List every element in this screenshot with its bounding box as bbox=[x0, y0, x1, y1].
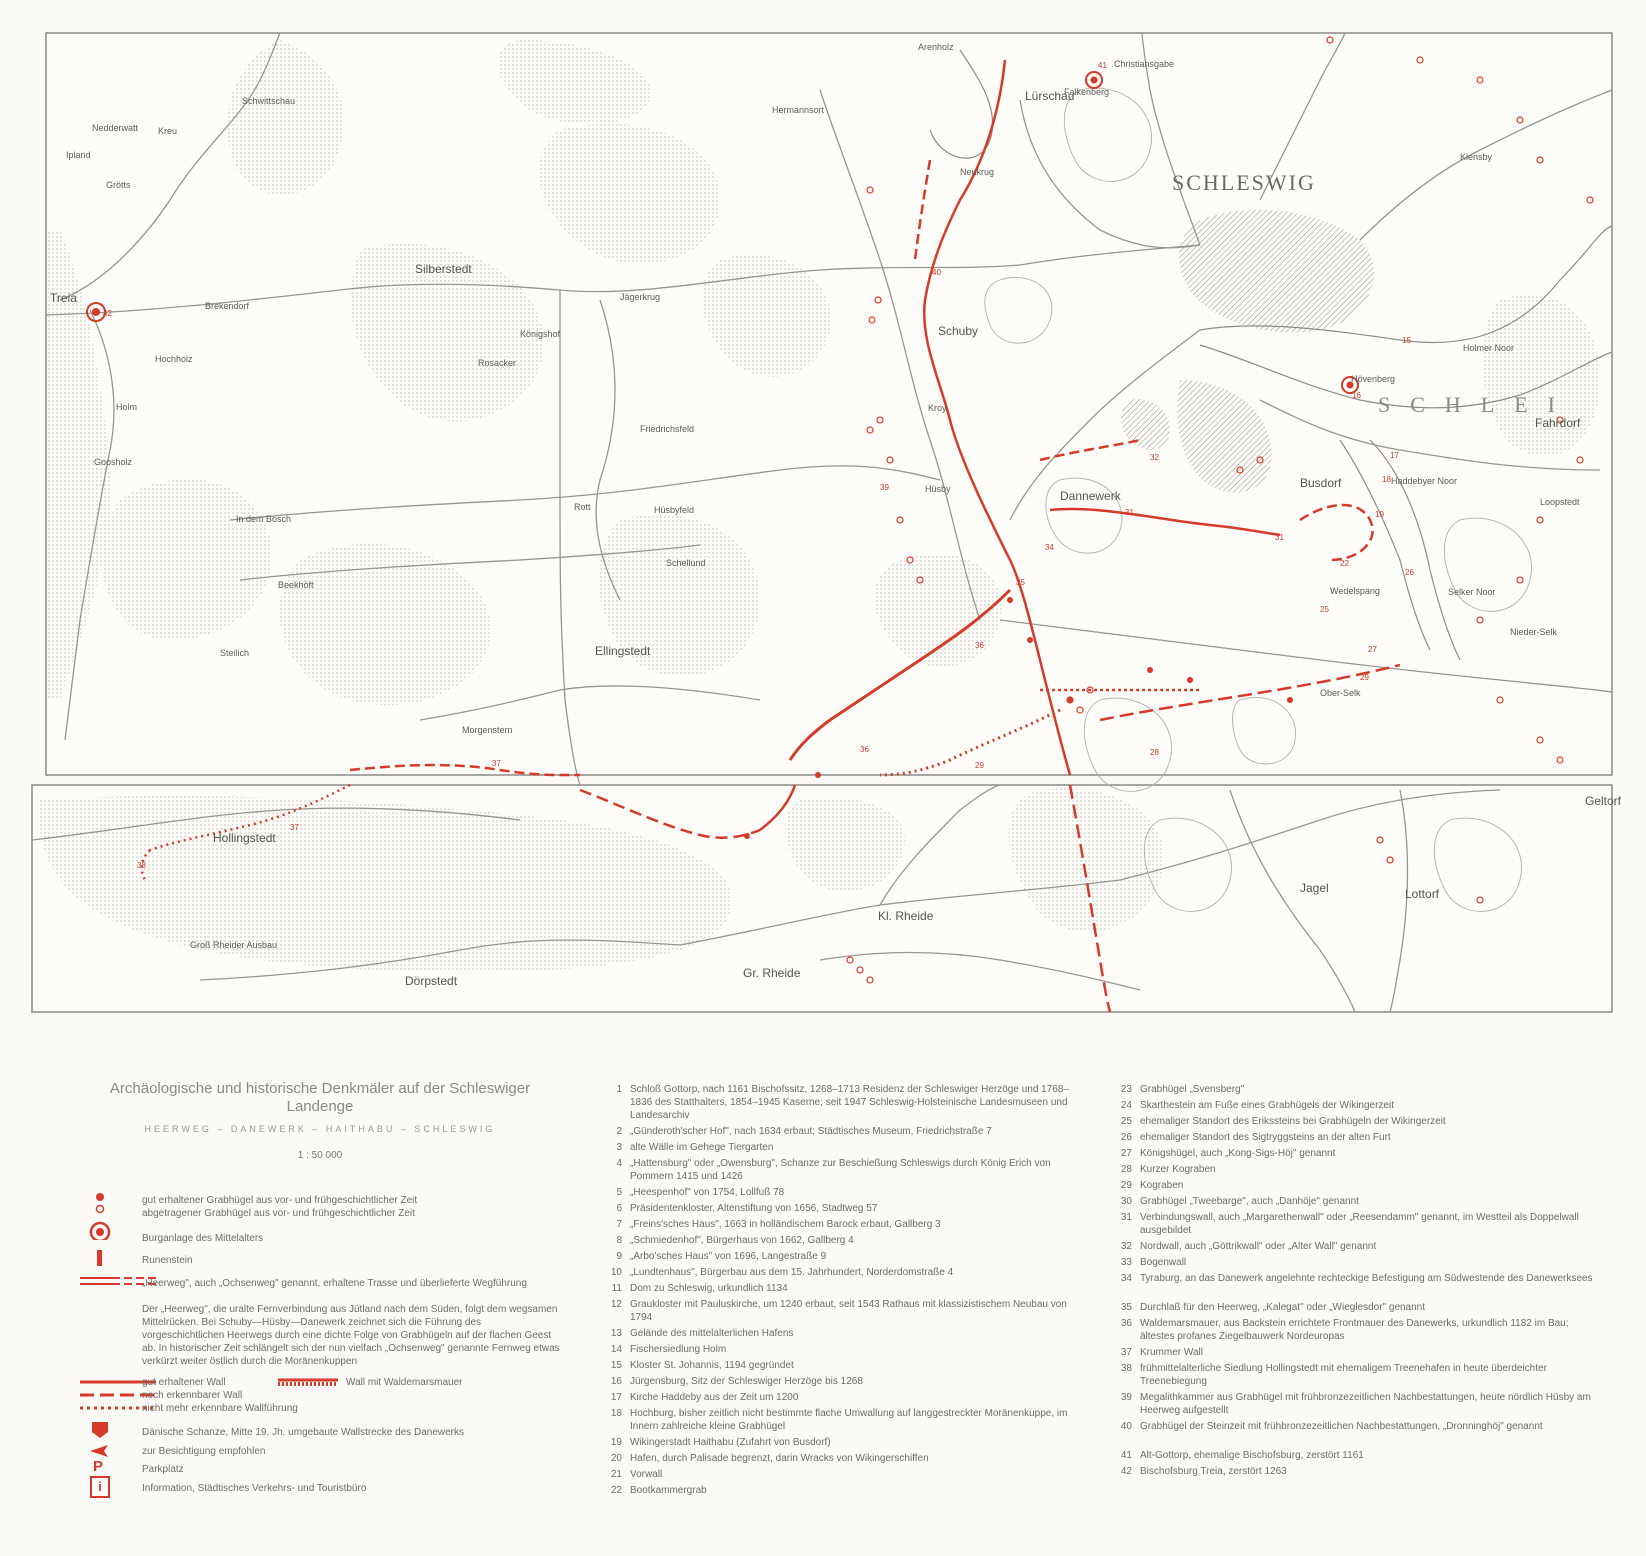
monument-description: „Arbo'sches Haus" von 1696, Langestraße 9 bbox=[630, 1251, 827, 1262]
monument-description: Verbindungswall, auch „Margarethenwall" oder „Reesendamm" genannt, im Westteil als Doppelwall ausgebildet bbox=[1140, 1212, 1579, 1236]
small-place-label: In dem Bosch bbox=[236, 514, 292, 524]
small-place-label: Goosholz bbox=[94, 457, 133, 467]
place-ellingstedt: Ellingstedt bbox=[595, 644, 651, 658]
monument-number: 31 bbox=[1120, 1212, 1132, 1223]
small-place-label: Christiansgabe bbox=[1114, 59, 1175, 69]
svg-text:16: 16 bbox=[1352, 391, 1361, 400]
place-fahrdorf: Fahrdorf bbox=[1535, 416, 1581, 430]
small-place-label: Kreu bbox=[158, 126, 178, 136]
monument-number: 10 bbox=[610, 1267, 622, 1278]
legend-symbols bbox=[80, 1190, 580, 1520]
monument-description: Wikingerstadt Haithabu (Zufahrt von Busdorf) bbox=[630, 1437, 831, 1448]
monument-number: 36 bbox=[1120, 1318, 1132, 1329]
svg-text:35: 35 bbox=[1016, 578, 1025, 587]
place-kl-rheide: Kl. Rheide bbox=[878, 909, 934, 923]
legend-title: Archäologische und historische Denkmäler auf der Schleswiger Landenge bbox=[109, 1080, 531, 1115]
svg-text:39: 39 bbox=[880, 483, 889, 492]
place-wedelspang: Wedelspang bbox=[1330, 586, 1380, 596]
monument-number: 3 bbox=[616, 1142, 622, 1153]
small-place-label: Hüsbyfeld bbox=[654, 505, 695, 515]
monument-description: „Günderoth'scher Hof", nach 1634 erbaut; Städtisches Museum, Friedrichstraße 7 bbox=[630, 1126, 992, 1137]
svg-text:31: 31 bbox=[1275, 533, 1284, 542]
monument-number: 14 bbox=[610, 1344, 622, 1355]
monument-description: „Freins'sches Haus", 1663 in holländischem Barock erbaut, Gallberg 3 bbox=[630, 1219, 941, 1230]
svg-text:32: 32 bbox=[1150, 453, 1159, 462]
small-place-label: Grötts bbox=[106, 180, 131, 190]
small-place-label: Groß Rheider Ausbau bbox=[190, 940, 278, 950]
small-place-label: Hochholz bbox=[155, 354, 193, 364]
svg-text:27: 27 bbox=[1368, 645, 1377, 654]
monument-description: Gelände des mittelalterlichen Hafens bbox=[630, 1328, 794, 1339]
svg-text:17: 17 bbox=[1390, 451, 1399, 460]
parking-symbol: P bbox=[93, 1458, 104, 1475]
monument-description: Grabhügel der Steinzeit mit frühbronzezeitlichen Nachbestattungen, „Dronninghöj" genannt bbox=[1140, 1421, 1543, 1432]
monument-number: 2 bbox=[616, 1126, 622, 1137]
monument-number: 5 bbox=[616, 1187, 622, 1198]
monument-description: Alt-Gottorp, ehemalige Bischofsburg, zerstört 1161 bbox=[1140, 1450, 1364, 1461]
legend-wall-kept: gut erhaltener Wall bbox=[142, 1377, 226, 1388]
svg-text:37: 37 bbox=[290, 823, 299, 832]
small-place-label: Nedderwatt bbox=[92, 123, 139, 133]
monument-description: Jürgensburg, Sitz der Schleswiger Herzöge bis 1268 bbox=[630, 1376, 863, 1387]
svg-text:37: 37 bbox=[492, 759, 501, 768]
monument-description: Krummer Wall bbox=[1140, 1347, 1203, 1358]
place-busdorf: Busdorf bbox=[1300, 476, 1342, 490]
monument-description: Durchlaß für den Heerweg, „Kalegat" oder „Wieglesdor" genannt bbox=[1140, 1302, 1426, 1313]
svg-text:15: 15 bbox=[1402, 336, 1411, 345]
place-hollingstedt: Hollingstedt bbox=[213, 831, 276, 845]
svg-text:38: 38 bbox=[137, 861, 146, 870]
legend-scale: 1 : 50 000 bbox=[297, 1150, 343, 1161]
small-place-label: Brekendorf bbox=[205, 301, 250, 311]
monument-description: Megalithkammer aus Grabhügel mit frühbronzezeitlichen Nachbestattungen, heute nördlich Hüsby am Heerweg aufgestellt bbox=[1140, 1392, 1591, 1416]
place-huesby: Hüsby bbox=[925, 484, 951, 494]
monument-description: Waldemarsmauer, aus Backstein errichtete Frontmauer des Danewerks, urkundlich 1182 im Bau; ältestes profanes Ziegelbauwerk Nordeuropas bbox=[1140, 1318, 1569, 1342]
monument-number: 9 bbox=[616, 1251, 622, 1262]
place-luerschau: Lürschau bbox=[1025, 89, 1075, 103]
small-place-label: Schellund bbox=[666, 558, 706, 568]
small-place-label: Ipland bbox=[66, 150, 91, 160]
monument-number: 23 bbox=[1120, 1084, 1132, 1095]
monument-number: 18 bbox=[610, 1408, 622, 1419]
svg-text:25: 25 bbox=[1320, 605, 1329, 614]
legend-wall-visible: noch erkennbarer Wall bbox=[142, 1390, 243, 1401]
monument-description: Fischersiedlung Holm bbox=[630, 1344, 727, 1355]
svg-text:41: 41 bbox=[1098, 61, 1107, 70]
info-letter: i bbox=[98, 1479, 102, 1494]
monument-description: Graukloster mit Pauluskirche, um 1240 erbaut, seit 1543 Rathaus mit klassizistischem Neubau von 1794 bbox=[630, 1299, 1067, 1323]
monument-number: 15 bbox=[610, 1360, 622, 1371]
monument-number: 11 bbox=[611, 1283, 622, 1294]
svg-text:28: 28 bbox=[1150, 748, 1159, 757]
monument-list-2 bbox=[1110, 1083, 1600, 1513]
legend-subtitle: HEERWEG – DANEWERK – HAITHABU – SCHLESWIG bbox=[144, 1124, 496, 1134]
monument-number: 37 bbox=[1120, 1347, 1132, 1358]
monument-description: Vorwall bbox=[630, 1469, 663, 1480]
place-loopstedt: Loopstedt bbox=[1540, 497, 1580, 507]
monument-number: 24 bbox=[1120, 1100, 1132, 1111]
monument-number: 33 bbox=[1120, 1257, 1132, 1268]
monument-description: „Lundtenhaus", Bürgerbau aus dem 15. Jahrhundert, Norderdomstraße 4 bbox=[630, 1267, 954, 1278]
svg-text:29: 29 bbox=[975, 761, 984, 770]
small-place-label: Hermannsort bbox=[772, 105, 825, 115]
monument-description: Königshügel, auch „Kong-Sigs-Höj" genannt bbox=[1140, 1148, 1336, 1159]
monument-number: 1 bbox=[616, 1084, 622, 1095]
svg-text:36: 36 bbox=[975, 641, 984, 650]
legend-info: Information, Städtisches Verkehrs- und Touristbüro bbox=[142, 1483, 367, 1494]
small-place-label: Hövenberg bbox=[1351, 374, 1396, 384]
place-arenholz: Arenholz bbox=[918, 42, 954, 52]
place-schleswig: SCHLESWIG bbox=[1172, 170, 1316, 195]
legend-wall-lost: nicht mehr erkennbare Wallführung bbox=[142, 1403, 298, 1414]
monument-number: 32 bbox=[1120, 1241, 1132, 1252]
legend-heerweg: „Heerweg", auch „Ochsenweg" genannt, erhaltene Trasse und überlieferte Wegführung bbox=[142, 1278, 527, 1289]
small-place-label: Jägerkrug bbox=[620, 292, 661, 302]
monument-number: 19 bbox=[610, 1437, 622, 1448]
legend-grave-kept: gut erhaltener Grabhügel aus vor- und frühgeschichtlicher Zeit bbox=[142, 1195, 418, 1206]
monument-number: 29 bbox=[1120, 1180, 1132, 1191]
small-place-label: Schwittschau bbox=[242, 96, 296, 106]
small-place-label: Rosacker bbox=[478, 358, 517, 368]
monument-description: frühmittelalterliche Siedlung Hollingstedt mit ehemaligem Treenehafen in heute überdeichter Treenebiegung bbox=[1140, 1363, 1547, 1387]
monument-number: 28 bbox=[1120, 1164, 1132, 1175]
svg-text:42: 42 bbox=[103, 309, 112, 318]
legend-recommended: zur Besichtigung empfohlen bbox=[142, 1446, 266, 1457]
small-place-label: Falkenberg bbox=[1064, 87, 1110, 97]
monument-description: Hochburg, bisher zeitlich nicht bestimmte flache Umwallung auf langgestreckter Moränenkuppe, im Innern zahlreiche kleine Grabhügel bbox=[630, 1408, 1068, 1432]
small-place-label: Nieder-Selk bbox=[1510, 627, 1558, 637]
monument-description: „Schmiedenhof", Bürgerhaus von 1662, Gallberg 4 bbox=[630, 1235, 854, 1246]
monument-description: Kurzer Kograben bbox=[1140, 1164, 1216, 1175]
place-jagel: Jagel bbox=[1300, 881, 1329, 895]
monument-number: 4 bbox=[616, 1158, 622, 1169]
monument-number: 17 bbox=[610, 1392, 622, 1403]
place-treia: Treia bbox=[50, 291, 77, 305]
monument-description: Bootkammergrab bbox=[630, 1485, 707, 1496]
svg-text:22: 22 bbox=[1340, 559, 1349, 568]
monument-number: 7 bbox=[616, 1219, 622, 1230]
svg-text:18: 18 bbox=[1382, 475, 1391, 484]
monument-number: 13 bbox=[610, 1328, 622, 1339]
water-schlei: SCHLEI bbox=[1378, 392, 1575, 417]
svg-text:40: 40 bbox=[932, 268, 941, 277]
monument-description: Kograben bbox=[1140, 1180, 1184, 1191]
small-place-label: Holmer Noor bbox=[1463, 343, 1515, 353]
small-place-label: Selker Noor bbox=[1448, 587, 1496, 597]
place-geltorf: Geltorf bbox=[1585, 794, 1622, 808]
monument-description: Grabhügel „Tweebarge", auch „Danhöje" genannt bbox=[1140, 1196, 1359, 1207]
monument-description: Hafen, durch Palisade begrenzt, darin Wracks von Wikingerschiffen bbox=[630, 1453, 929, 1464]
small-place-label: Beekhöft bbox=[278, 580, 314, 590]
waldemar-wall-symbol bbox=[278, 1376, 338, 1388]
monument-description: Kirche Haddeby aus der Zeit um 1200 bbox=[630, 1392, 799, 1403]
place-silberstedt: Silberstedt bbox=[415, 262, 472, 276]
monument-description: Skarthestein am Fuße eines Grabhügels der Wikingerzeit bbox=[1140, 1100, 1395, 1111]
monument-description: Dom zu Schleswig, urkundlich 1134 bbox=[630, 1283, 788, 1294]
svg-text:29: 29 bbox=[1360, 673, 1369, 682]
monument-number: 25 bbox=[1120, 1116, 1132, 1127]
monument-number: 21 bbox=[610, 1469, 622, 1480]
place-gr-rheide: Gr. Rheide bbox=[743, 966, 801, 980]
legend-runestone: Runenstein bbox=[142, 1255, 193, 1266]
small-place-label: Klensby bbox=[1460, 152, 1493, 162]
monument-description: Kloster St. Johannis, 1194 gegründet bbox=[630, 1360, 794, 1371]
small-place-label: Kroy bbox=[928, 403, 947, 413]
monument-number: 35 bbox=[1120, 1302, 1132, 1313]
place-schuby: Schuby bbox=[938, 324, 979, 338]
monument-description: ehemaliger Standort des Erikssteins bei Grabhügeln der Wikingerzeit bbox=[1140, 1116, 1446, 1127]
legend-schanze: Dänische Schanze, Mitte 19. Jh. umgebaute Wallstrecke des Danewerks bbox=[142, 1427, 465, 1438]
monument-number: 39 bbox=[1120, 1392, 1132, 1403]
svg-text:36: 36 bbox=[860, 745, 869, 754]
legend-grave-removed: abgetragener Grabhügel aus vor- und frühgeschichtlicher Zeit bbox=[142, 1208, 415, 1219]
svg-text:34: 34 bbox=[1045, 543, 1054, 552]
monument-description: ehemaliger Standort des Sigtryggsteins an der alten Furt bbox=[1140, 1132, 1391, 1143]
monument-list-1 bbox=[600, 1083, 1080, 1513]
monument-number: 8 bbox=[616, 1235, 622, 1246]
monument-number: 41 bbox=[1120, 1450, 1132, 1461]
place-doerpstedt: Dörpstedt bbox=[405, 974, 458, 988]
legend-waldemar: Wall mit Waldemarsmauer bbox=[346, 1377, 463, 1388]
monument-description: Präsidentenkloster, Altenstiftung von 1656, Stadtweg 57 bbox=[630, 1203, 878, 1214]
svg-text:26: 26 bbox=[1405, 568, 1414, 577]
legend-heerweg-note: Der „Heerweg", die uralte Fernverbindung aus Jütland nach dem Süden, folgt dem wegsamen Mittelrücken. Bei Schuby—Hüsby—Danewerk zeichnet sich die Führung des vorgeschichtlichen Heerwegs durch eine dichte Folge von Grabhügeln auf der flachen Geest ab. In historischer Zeit schlängelt sich der nun vielfach „Ochsenweg" genannte Fernweg etwas verkürzt weiter östlich durch die Moränenkuppen bbox=[142, 1304, 560, 1367]
small-place-label: Haddebyer Noor bbox=[1391, 476, 1458, 486]
small-place-label: Neukrug bbox=[960, 167, 995, 177]
legend bbox=[80, 1080, 580, 1161]
monument-number: 22 bbox=[610, 1485, 622, 1496]
small-place-label: Königshof bbox=[520, 329, 561, 339]
legend-parking: Parkplatz bbox=[142, 1464, 184, 1475]
monument-description: Tyraburg, an das Danewerk angelehnte rechteckige Befestigung am Südwestende des Danewerksees bbox=[1140, 1273, 1593, 1284]
monument-number: 26 bbox=[1120, 1132, 1132, 1143]
info-symbol bbox=[90, 1476, 110, 1498]
monument-number: 42 bbox=[1120, 1466, 1132, 1477]
small-place-label: Ober-Selk bbox=[1320, 688, 1361, 698]
monument-number: 38 bbox=[1120, 1363, 1132, 1374]
monument-description: Bischofsburg Treia, zerstört 1263 bbox=[1140, 1466, 1287, 1477]
small-place-label: Morgenstern bbox=[462, 725, 513, 735]
small-place-label: Holm bbox=[116, 402, 138, 412]
small-place-label: Steilich bbox=[220, 648, 250, 658]
small-place-label: Friedrichsfeld bbox=[640, 424, 695, 434]
monument-description: Bogenwall bbox=[1140, 1257, 1187, 1268]
monument-number: 40 bbox=[1120, 1421, 1132, 1432]
monument-number: 30 bbox=[1120, 1196, 1132, 1207]
monument-description: alte Wälle im Gehege Tiergarten bbox=[630, 1142, 774, 1153]
place-dannewerk: Dannewerk bbox=[1060, 489, 1121, 503]
monument-number: 27 bbox=[1120, 1148, 1132, 1159]
monument-description: Schloß Gottorp, nach 1161 Bischofssitz, 1268–1713 Residenz der Schleswiger Herzöge und 1768–1836 des Statthalters, 1854–1945 Kaserne; seit 1947 Schleswig-Holsteinische Landesmuseen und Landesarchiv bbox=[630, 1084, 1069, 1121]
monument-description: „Hattensburg" oder „Owensburg", Schanze zur Beschießung Schleswigs durch König Erich von Pommern 1415 und 1426 bbox=[630, 1158, 1051, 1182]
monument-number: 34 bbox=[1120, 1273, 1132, 1284]
monument-description: Grabhügel „Svensberg" bbox=[1140, 1084, 1245, 1095]
monument-number: 20 bbox=[610, 1453, 622, 1464]
monument-number: 12 bbox=[610, 1299, 622, 1310]
monument-description: „Heespenhof" von 1754, Lollfuß 78 bbox=[630, 1187, 785, 1198]
monument-number: 16 bbox=[610, 1376, 622, 1387]
svg-text:19: 19 bbox=[1375, 510, 1384, 519]
monument-number: 6 bbox=[616, 1203, 622, 1214]
legend-castle: Burganlage des Mittelalters bbox=[142, 1233, 264, 1244]
place-lottorf: Lottorf bbox=[1405, 887, 1440, 901]
small-place-label: Rott bbox=[574, 502, 591, 512]
svg-text:31: 31 bbox=[1125, 508, 1134, 517]
monument-description: Nordwall, auch „Göttrikwall" oder „Alter Wall" genannt bbox=[1140, 1241, 1377, 1252]
